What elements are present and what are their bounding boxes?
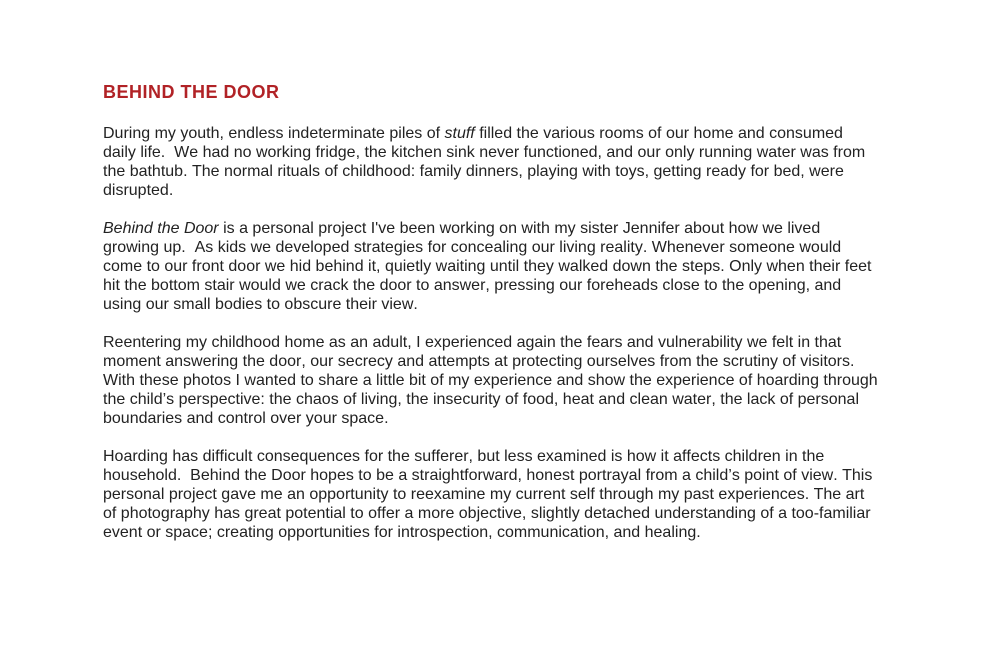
paragraph — [103, 219, 878, 314]
paragraph-text: is a personal project I've been working on with my sister Jennifer about how we lived growing up. As kids we developed strategies for concealing our living reality. Whenever someone would come to our front door we hid behind it, quietly waiting until they walked down the steps. Only when their feet hit the bottom stair would we crack the door to answer, pressing our foreheads close to the opening, and using our small bodies to obscure their view. — [103, 220, 876, 313]
paragraph — [103, 447, 878, 542]
article-page — [103, 82, 883, 542]
italic-text: stuff — [444, 125, 475, 142]
page-title: BEHIND THE DOOR — [103, 82, 280, 102]
paragraph-text: Hoarding has difficult consequences for the sufferer, but less examined is how it affects children in the household. Behind the Door hopes to be a straightforward, honest portrayal from a child’s point of view. This personal project gave me an opportunity to reexamine my current self through my past experiences. The art of photography has great potential to offer a more objective, slightly detached understanding of a too-familiar event or space; creating opportunities for introspection, communication, and healing. — [103, 448, 877, 541]
paragraph-text: Reentering my childhood home as an adult, I experienced again the fears and vulnerability we felt in that moment answering the door, our secrecy and attempts at protecting ourselves from the scrutiny of visitors. With these photos I wanted to share a little bit of my experience and show the experience of hoarding through the child’s perspective: the chaos of living, the insecurity of food, heat and clean water, the lack of personal boundaries and control over your space. — [103, 334, 883, 427]
paragraph-text: During my youth, endless indeterminate piles of — [103, 125, 445, 142]
article-body — [103, 124, 883, 542]
italic-text: Behind the Door — [103, 220, 219, 237]
paragraph — [103, 333, 883, 428]
paragraph-text: filled the various rooms of our home and consumed daily life. We had no working fridge, the kitchen sink never functioned, and our only running water was from the bathtub. The normal rituals of childhood: family dinners, playing with toys, getting ready for bed, were disrupted. — [103, 125, 870, 199]
paragraph — [103, 124, 878, 200]
